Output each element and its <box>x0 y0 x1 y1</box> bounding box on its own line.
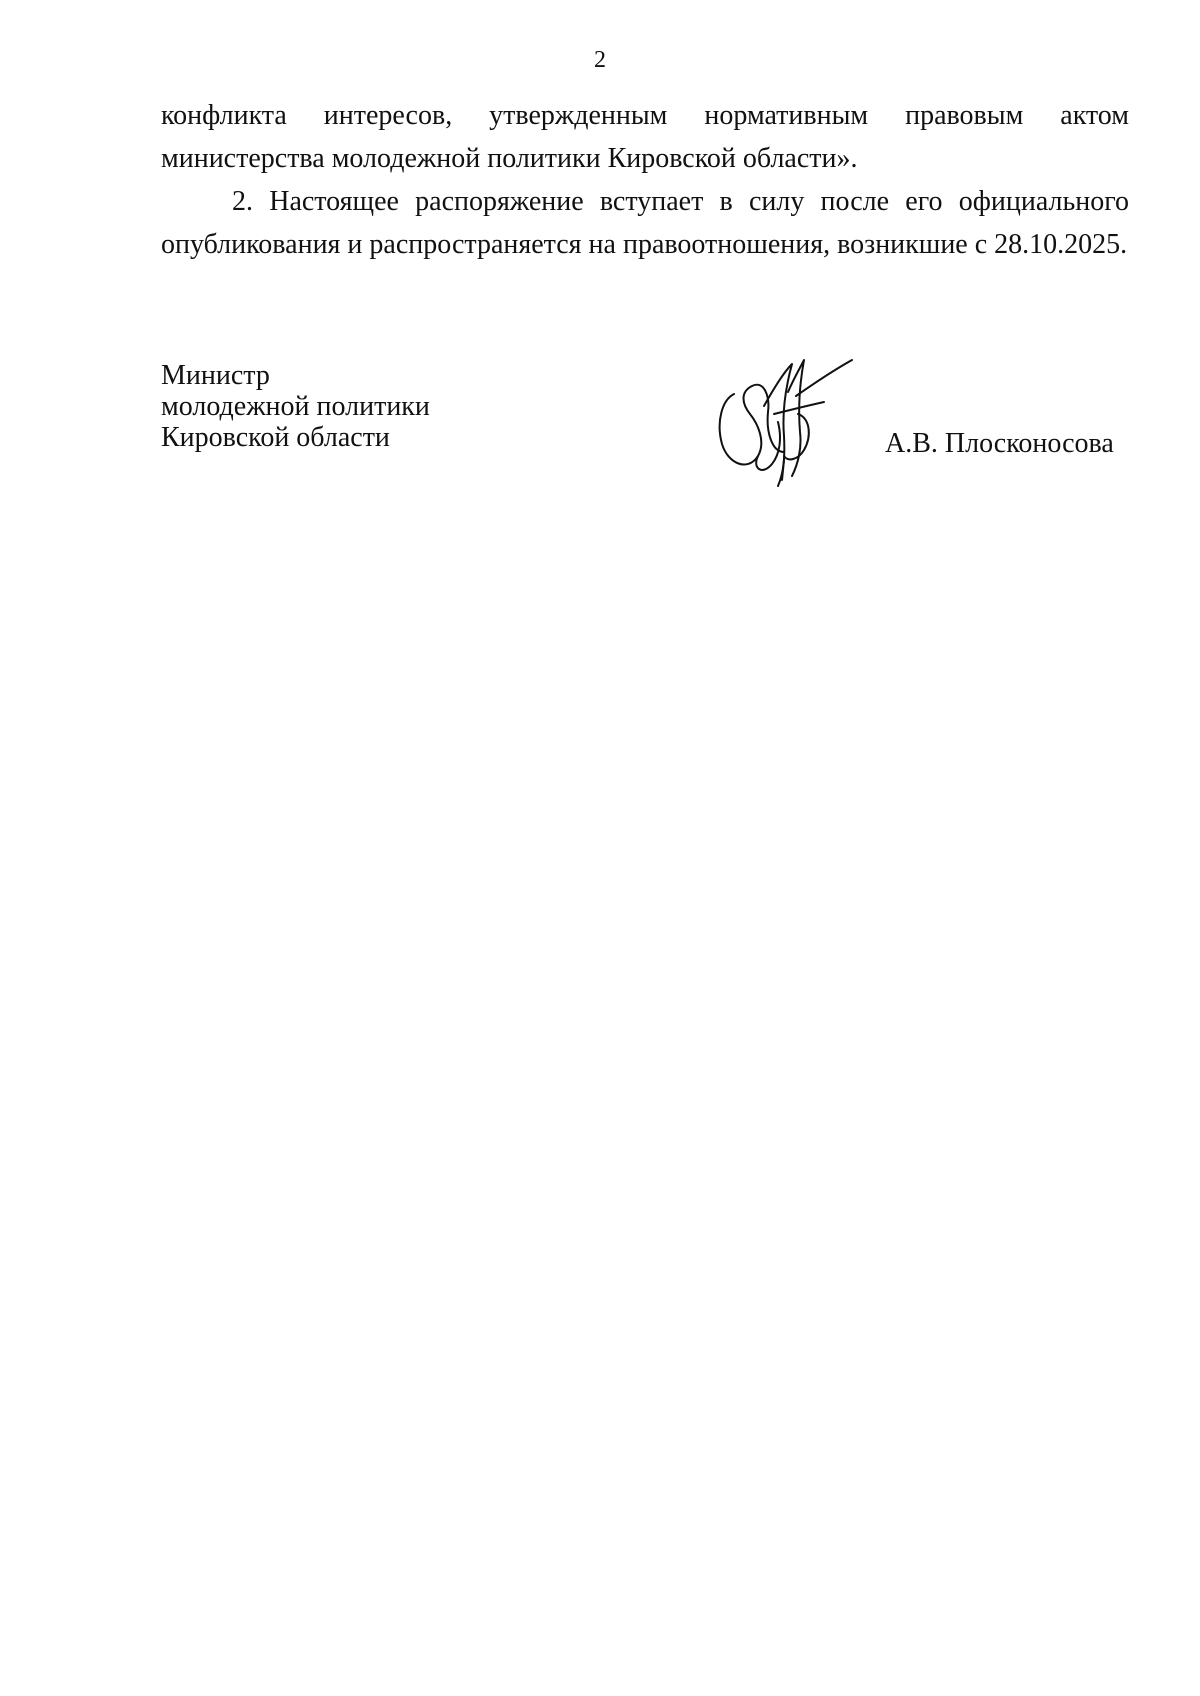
signatory-position <box>161 360 430 453</box>
handwritten-signature <box>712 352 854 487</box>
page-number: 2 <box>594 47 606 73</box>
paragraph-conflict-of-interest: конфликта интересов, утвержденным нормативным правовым актом министерства молодежной политики Кировской области». <box>161 100 1129 174</box>
signer-name: А.В. Плосконосова <box>885 428 1114 459</box>
position-line-title: Министр <box>161 360 270 391</box>
position-line-region: Кировской области <box>161 422 390 453</box>
position-line-department: молодежной политики <box>161 391 430 422</box>
paragraph-effective-date: 2. Настоящее распоряжение вступает в силу после его официального опубликования и распространяется на правоотношения, возникшие с 28.10.2025. <box>161 186 1129 260</box>
